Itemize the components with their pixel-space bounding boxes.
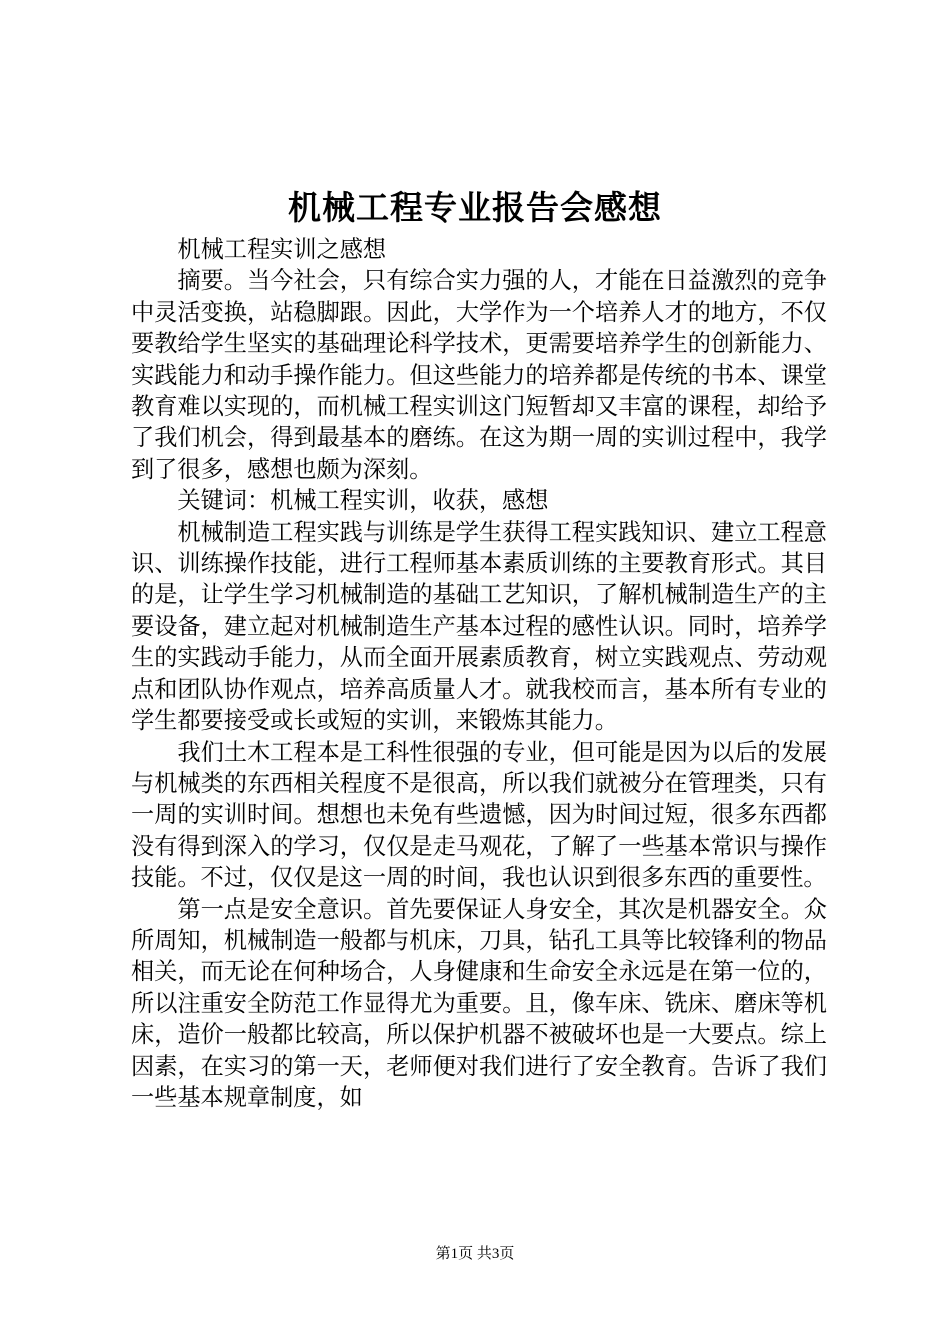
abstract-paragraph: 摘要。当今社会，只有综合实力强的人，才能在日益激烈的竞争中灵活变换，站稳脚跟。因此，大学作为一个培养人才的地方，不仅要教给学生坚实的基础理论科学技术，更需要培养学生的创新能力、实践能力和动手操作能力。但这些能力的培养都是传统的书本、课堂教育难以实现的，而机械工程实训这门短暂却又丰富的课程，却给予了我们机会，得到最基本的磨练。在这为期一周的实训过程中，我学到了很多，感想也颇为深刻。 xyxy=(131,267,827,483)
keywords-paragraph: 关键词：机械工程实训，收获，感想 xyxy=(177,487,549,515)
subtitle-paragraph: 机械工程实训之感想 xyxy=(177,236,387,263)
body-paragraph: 机械制造工程实践与训练是学生获得工程实践知识、建立工程意识、训练操作技能，进行工程师基本素质训练的主要教育形式。其目的是，让学生学习机械制造的基础工艺知识，了解机械制造生产的主要设备，建立起对机械制造生产基本过程的感性认识。同时，培养学生的实践动手能力，从而全面开展素质教育，树立实践观点、劳动观点和团队协作观点，培养高质量人才。就我校而言，基本所有专业的学生都要接受或长或短的实训，来锻炼其能力。 xyxy=(131,518,827,735)
body-paragraph: 我们土木工程本是工科性很强的专业，但可能是因为以后的发展与机械类的东西相关程度不是很高，所以我们就被分在管理类，只有一周的实训时间。想想也未免有些遗憾，因为时间过短，很多东西都没有得到深入的学习，仅仅是走马观花，了解了一些基本常识与操作技能。不过，仅仅是这一周的时间，我也认识到很多东西的重要性。 xyxy=(131,738,827,892)
document-body xyxy=(131,234,827,1113)
document-title: 机械工程专业报告会感想 xyxy=(288,188,662,227)
body-paragraph: 第一点是安全意识。首先要保证人身安全，其次是机器安全。众所周知，机械制造一般都与机床，刀具，钻孔工具等比较锋利的物品相关，而无论在何种场合，人身健康和生命安全永远是在第一位的，所以注重安全防范工作显得尤为重要。且，像车床、铣床、磨床等机床，造价一般都比较高，所以保护机器不被破坏也是一大要点。综上因素，在实习的第一天，老师便对我们进行了安全教育。告诉了我们一些基本规章制度，如 xyxy=(131,895,827,1111)
page-footer: 第1页 共3页 xyxy=(435,1246,515,1262)
